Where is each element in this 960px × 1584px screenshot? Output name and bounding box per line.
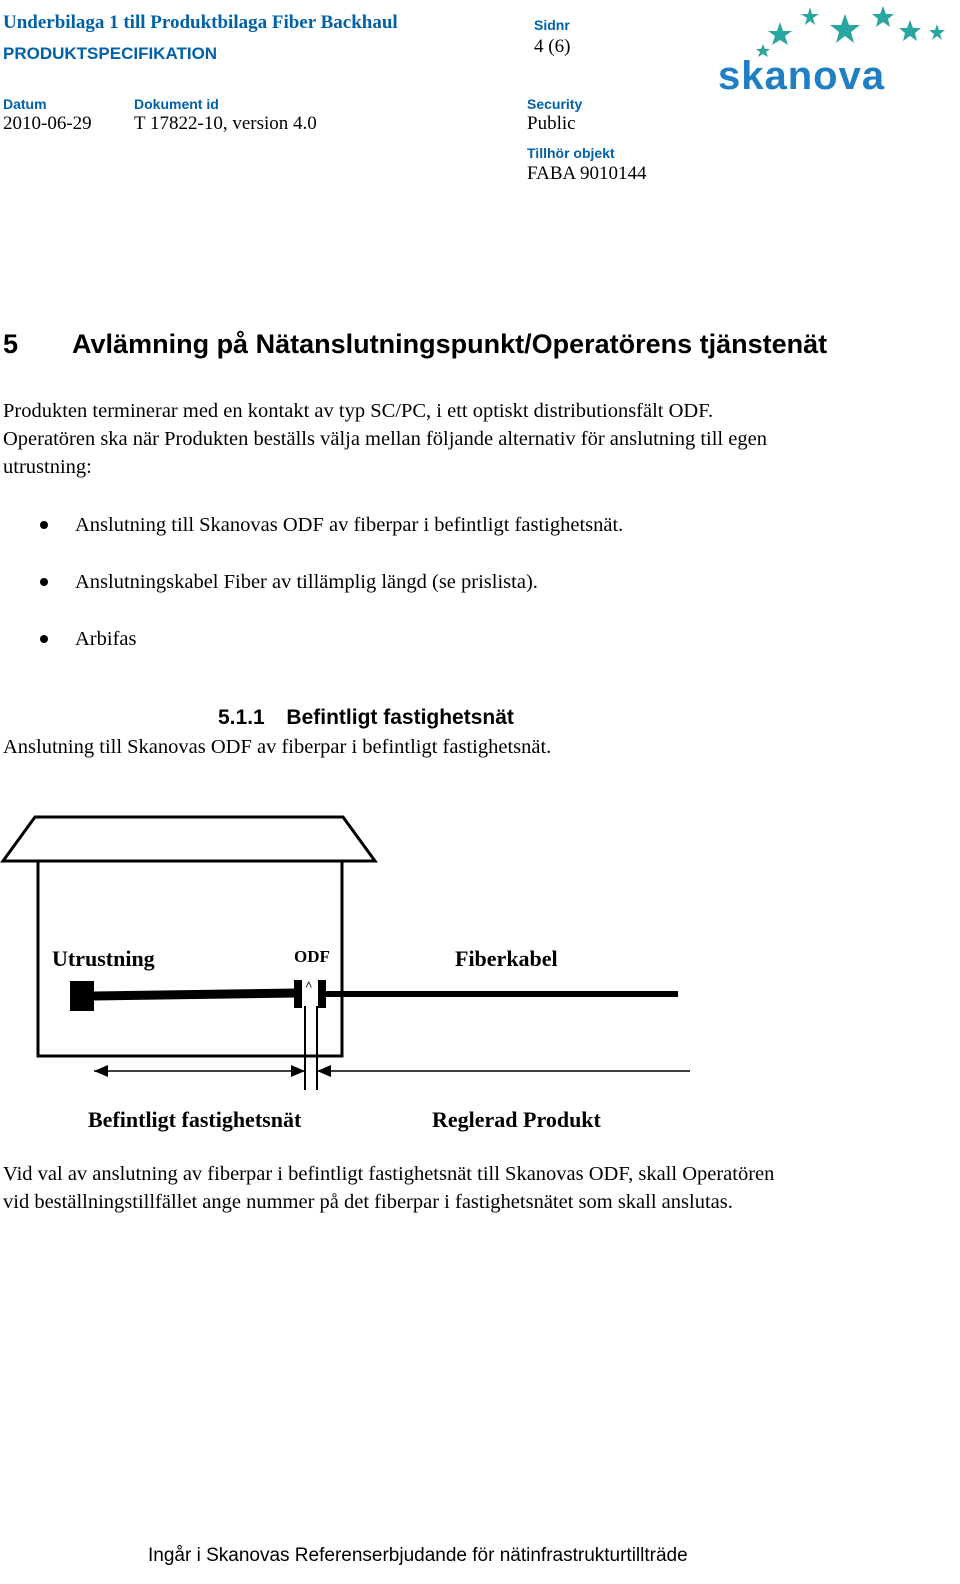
- security-label: Security: [527, 96, 583, 112]
- regulated-product-label: Reglerad Produkt: [432, 1107, 601, 1132]
- page-number-value: 4 (6): [534, 36, 571, 57]
- object-value: FABA 9010144: [527, 163, 647, 184]
- odf-connector-mark: ^: [305, 978, 313, 993]
- skanova-logo: [715, 2, 955, 97]
- equipment-label: Utrustning: [52, 946, 155, 971]
- building-roof: [3, 817, 375, 861]
- subsection-number: 5.1.1: [218, 706, 265, 729]
- section-title: Avlämning på Nätanslutningspunkt/Operatörens tjänstenät: [72, 329, 828, 359]
- equipment-block: [70, 981, 94, 1011]
- intro-line: Operatören ska när Produkten beställs välja mellan följande alternativ för anslutning till egen: [3, 428, 767, 450]
- subsection-title: Befintligt fastighetsnät: [286, 706, 514, 729]
- list-item: Arbifas: [75, 628, 137, 650]
- connection-diagram: [0, 800, 960, 1140]
- bullet-dot-icon: [40, 521, 48, 529]
- document-id-value: T 17822-10, version 4.0: [134, 113, 317, 134]
- internal-cable: [94, 993, 296, 996]
- section-intro: [3, 397, 767, 481]
- subsection-heading: [218, 706, 514, 730]
- closing-line: vid beställningstillfället ange nummer på det fiberpar i fastighetsnätet som skall anslutas.: [3, 1191, 733, 1213]
- list-item: Anslutningskabel Fiber av tillämplig längd (se prislista).: [75, 571, 538, 593]
- spec-label: PRODUKTSPECIFIKATION: [3, 44, 218, 63]
- arrow-head-icon: [317, 1065, 331, 1077]
- odf-connector-right: [318, 980, 326, 1008]
- intro-line: utrustning:: [3, 456, 92, 478]
- closing-paragraph: [3, 1160, 774, 1216]
- date-label: Datum: [3, 96, 47, 112]
- odf-label: ODF: [294, 947, 330, 966]
- document-id-label: Dokument id: [134, 96, 219, 112]
- page-footer: Ingår i Skanovas Referenserbjudande för nätinfrastrukturtillträde: [148, 1545, 688, 1566]
- subsection-intro: Anslutning till Skanovas ODF av fiberpar i befintligt fastighetsnät.: [3, 736, 552, 758]
- odf-connector-left: [294, 980, 302, 1008]
- fiber-cable-label: Fiberkabel: [455, 946, 558, 971]
- arrow-head-icon: [94, 1065, 108, 1077]
- logo-wordmark: skanova: [718, 54, 886, 98]
- bullet-dot-icon: [40, 635, 48, 643]
- existing-network-label: Befintligt fastighetsnät: [88, 1107, 302, 1132]
- doc-title: Underbilaga 1 till Produktbilaga Fiber Backhaul: [3, 12, 398, 33]
- section-heading: [3, 329, 827, 360]
- object-label: Tillhör objekt: [527, 145, 615, 161]
- arrow-head-icon: [291, 1065, 305, 1077]
- closing-line: Vid val av anslutning av fiberpar i befintligt fastighetsnät till Skanovas ODF, skall Operatören: [3, 1163, 775, 1185]
- bullet-dot-icon: [40, 578, 48, 586]
- list-item: Anslutning till Skanovas ODF av fiberpar i befintligt fastighetsnät.: [75, 514, 624, 536]
- section-number: 5: [3, 329, 19, 359]
- date-value: 2010-06-29: [3, 113, 92, 134]
- intro-line: Produkten terminerar med en kontakt av typ SC/PC, i ett optiskt distributionsfält ODF.: [3, 400, 714, 422]
- page-number-label: Sidnr: [534, 17, 570, 33]
- security-value: Public: [527, 113, 576, 134]
